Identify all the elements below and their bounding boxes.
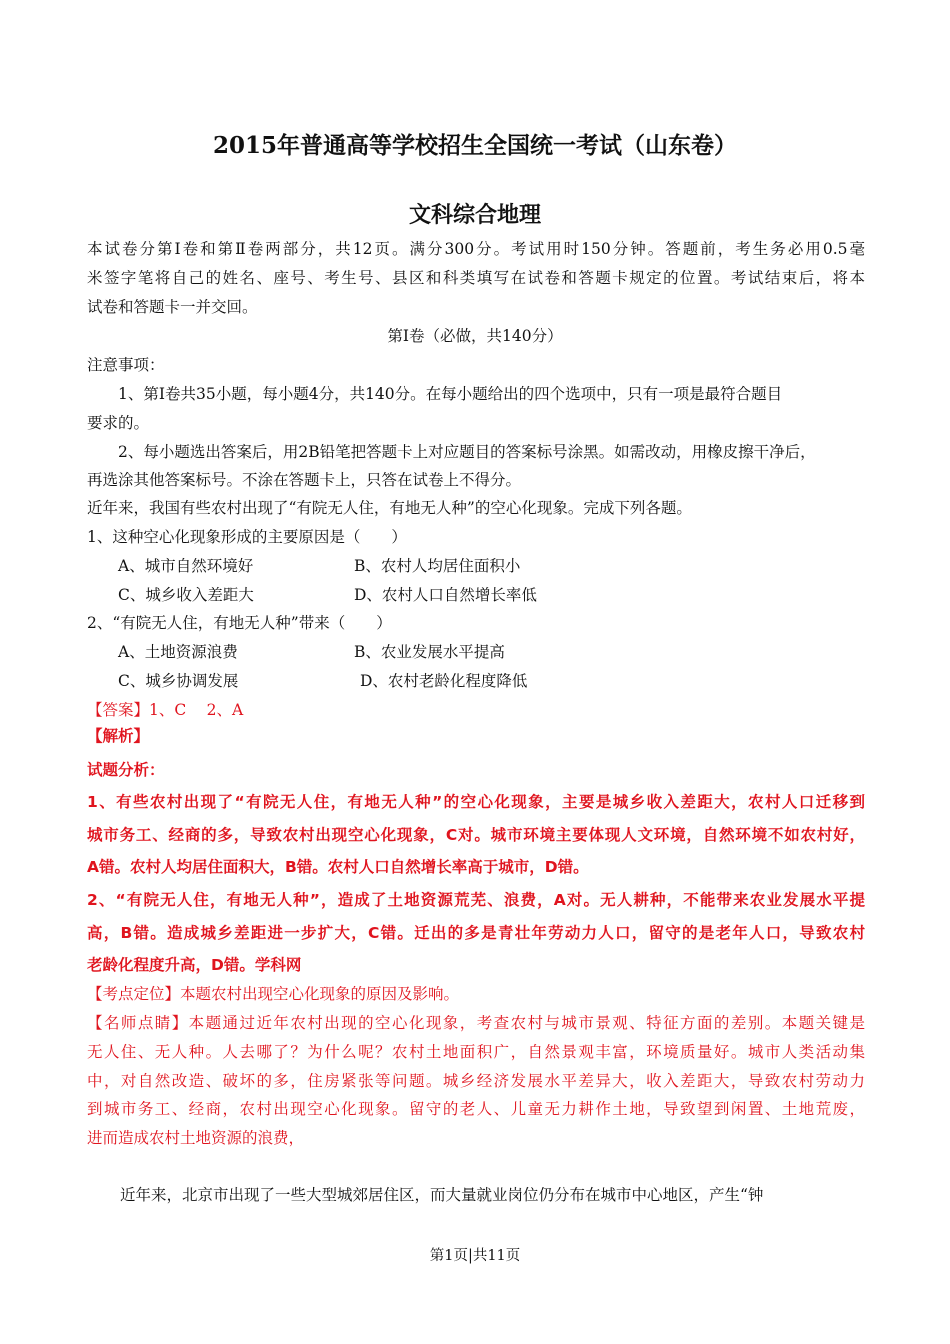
analysis-heading: 【解析】 — [87, 726, 150, 745]
section-heading: 第Ⅰ卷（必做，共140分） — [387, 327, 563, 345]
answer: 【答案】1、C 2、A — [87, 701, 244, 719]
q1-option-d: D、农村人口自然增长率低 — [354, 586, 537, 604]
notice-line: 1、第Ⅰ卷共35小题，每小题4分，共140分。在每小题给出的四个选项中，只有一项是最符合题目 — [118, 385, 783, 403]
q1-option-c: C、城乡收入差距大 — [118, 586, 254, 604]
mingshi-text: 本题通过近年农村出现的空心化现象，考查农村与城市景观、特征方面的差别。本题关键是 — [188, 1014, 865, 1032]
mingshi-label: 【名师点睛】 — [87, 1014, 189, 1032]
document-subtitle: 文科综合地理 — [408, 202, 541, 228]
intro-line: 米签字笔将自己的姓名、座号、考生号、县区和科类填写在试卷和答题卡规定的位置。考试结束后，将本 — [87, 269, 865, 287]
analysis-line: 高，B错。造成城乡差距进一步扩大，C错。迁出的多是青壮年劳动力人口，留守的是老年人口，导致农村 — [87, 924, 865, 942]
mingshi-line: 进而造成农村土地资源的浪费， — [87, 1129, 305, 1147]
analysis-line: 城市务工、经商的多，导致农村出现空心化现象，C对。城市环境主要体现人文环境，自然环境不如农村好， — [87, 826, 865, 844]
kaodian-text: 本题农村出现空心化现象的原因及影响。 — [180, 985, 460, 1003]
question-2: 2、“有院无人住，有地无人种”带来（ ） — [87, 614, 392, 632]
notice-line: 再选涂其他答案标号。不涂在答题卡上，只答在试卷上不得分。 — [87, 471, 522, 489]
mingshi-line: 中，对自然改造、破坏的多，住房紧张等问题。城乡经济发展水平差异大，收入差距大，导致农村劳动力 — [87, 1072, 865, 1090]
page-footer: 第1页|共11页 — [429, 1248, 521, 1264]
mingshi-line: 无人住、无人种。人去哪了？为什么呢？农村土地面积广，自然景观丰富，环境质量好。城市人类活动集 — [87, 1043, 865, 1061]
question-1: 1、这种空心化现象形成的主要原因是（ ） — [87, 528, 407, 546]
mingshi-line: 到城市务工、经商，农村出现空心化现象。留守的老人、儿童无力耕作土地，导致望到闲置、土地荒废， — [87, 1100, 865, 1118]
q1-option-b: B、农村人均居住面积小 — [354, 557, 521, 575]
q2-option-d: D、农村老龄化程度降低 — [360, 672, 528, 690]
analysis-line: 2、“有院无人住，有地无人种”，造成了土地资源荒芜、浪费，A对。无人耕种，不能带来农业发展水平提 — [87, 891, 865, 909]
notice-heading: 注意事项： — [87, 356, 165, 374]
q2-option-a: A、土地资源浪费 — [118, 643, 238, 661]
analysis-line: A错。农村人均居住面积大，B错。农村人口自然增长率高于城市，D错。 — [87, 858, 589, 876]
q2-option-c: C、城乡协调发展 — [118, 672, 239, 690]
notice-line: 2、每小题选出答案后，用2B铅笔把答题卡上对应题目的答案标号涂黑。如需改动，用橡皮擦干净后， — [118, 443, 816, 461]
analysis-line: 老龄化程度升高，D错。学科网 — [87, 956, 302, 974]
kaodian-block — [87, 984, 459, 1004]
mingshi-block — [87, 1013, 865, 1033]
next-question-stem: 近年来，北京市出现了一些大型城郊居住区，而大量就业岗位仍分布在城市中心地区，产生“钟 — [120, 1186, 764, 1204]
document-title: 2015年普通高等学校招生全国统一考试（山东卷） — [212, 132, 737, 159]
kaodian-label: 【考点定位】 — [87, 985, 181, 1003]
notice-line: 要求的。 — [87, 414, 150, 432]
q2-option-b: B、农业发展水平提高 — [354, 643, 505, 661]
question-stem: 近年来，我国有些农村出现了“有院无人住，有地无人种”的空心化现象。完成下列各题。 — [87, 499, 692, 517]
analysis-line: 1、有些农村出现了“有院无人住，有地无人种”的空心化现象，主要是城乡收入差距大，农村人口迁移到 — [87, 793, 865, 811]
q1-option-a: A、城市自然环境好 — [118, 557, 254, 575]
intro-line: 本试卷分第Ⅰ卷和第Ⅱ卷两部分，共12页。满分300分。考试用时150分钟。答题前，考生务必用0.5毫 — [87, 240, 865, 258]
analysis-subheading: 试题分析： — [87, 761, 165, 779]
intro-line: 试卷和答题卡一并交回。 — [87, 298, 258, 316]
